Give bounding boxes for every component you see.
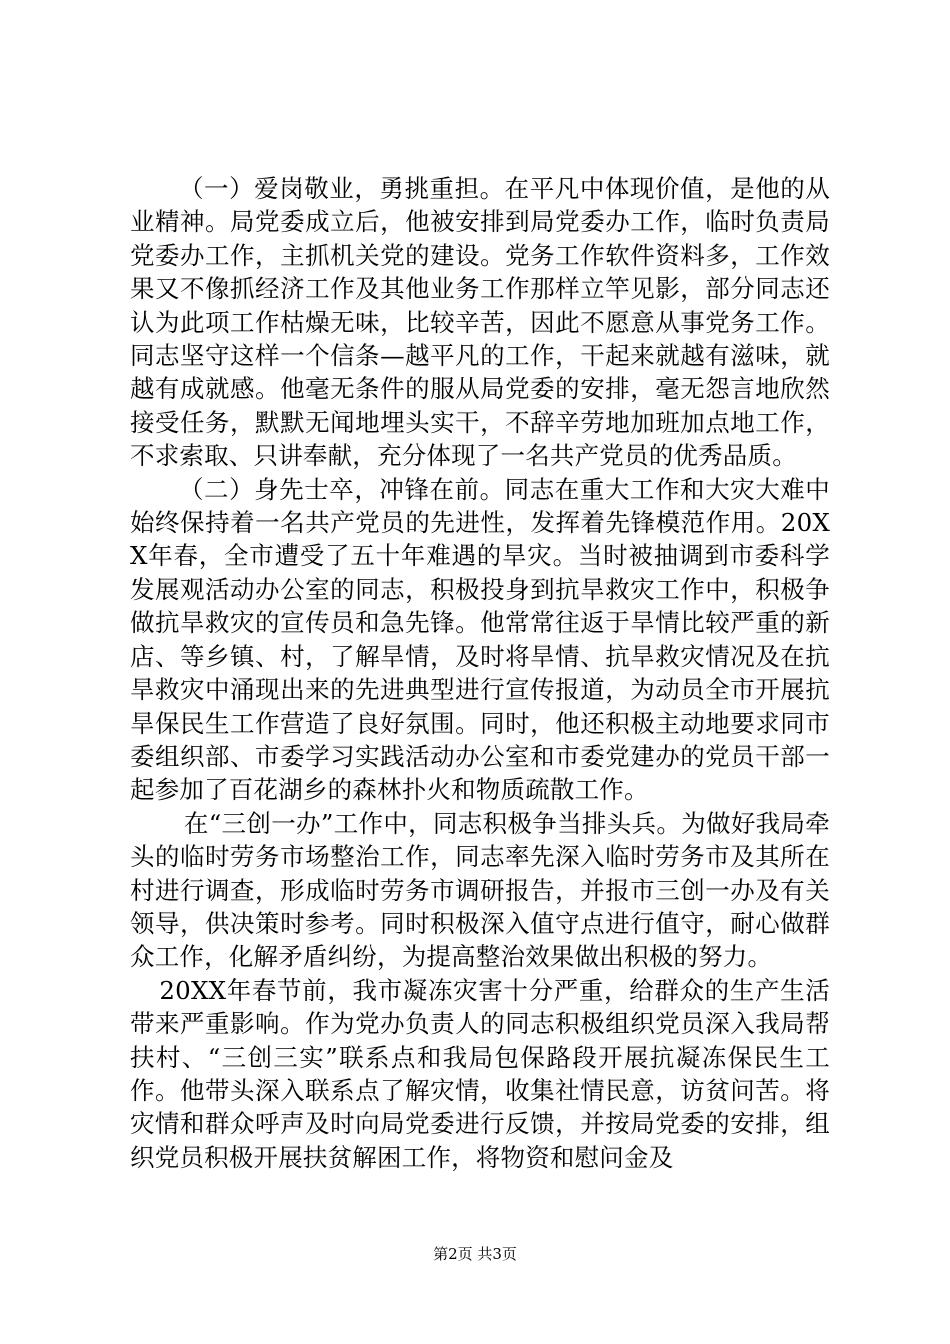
- page-footer: 第2页 共3页: [433, 1245, 517, 1263]
- paragraph-1: （一）爱岗敬业，勇挑重担。在平凡中体现价值，是他的从业精神。局党委成立后，他被安排到局党委办工作，临时负责局党委办工作，主抓机关党的建设。党务工作软件资料多，工作效果又不像抓经济工作及其他业务工作那样立竿见影，部分同志还认为此项工作枯燥无味，比较辛苦，因此不愿意从事党务工作。同志坚守这样一个信条—越平凡的工作，干起来就越有滋味，就越有成就感。他毫无条件的服从局党委的安排，毫无怨言地欣然接受任务，默默无闻地埋头实干，不辞辛劳地加班加点地工作，不求索取、只讲奉献，充分体现了一名共产党员的优秀品质。: [130, 174, 830, 471]
- paragraph-4: 20XX年春节前，我市凝冻灾害十分严重，给群众的生产生活带来严重影响。作为党办负责人的同志积极组织党员深入我局帮扶村、“三创三实”联系点和我局包保路段开展抗凝冻保民生工作。他带头深入联系点了解灾情，收集社情民意，访贫问苦。将灾情和群众呼声及时向局党委进行反馈，并按局党委的安排，组织党员积极开展扶贫解困工作，将物资和慰问金及: [130, 975, 830, 1172]
- paragraph-2: （二）身先士卒，冲锋在前。同志在重大工作和大灾大难中始终保持着一名共产党员的先进性，发挥着先锋模范作用。20XX年春，全市遭受了五十年难遇的旱灾。当时被抽调到市委科学发展观活动办公室的同志，积极投身到抗旱救灾工作中，积极争做抗旱救灾的宣传员和急先锋。他常常往返于旱情比较严重的新店、等乡镇、村，了解旱情，及时将旱情、抗旱救灾情况及在抗旱救灾中涌现出来的先进典型进行宣传报道，为动员全市开展抗旱保民生工作营造了良好氛围。同时，他还积极主动地要求同市委组织部、市委学习实践活动办公室和市委党建办的党员干部一起参加了百花湖乡的森林扑火和物质疏散工作。: [130, 474, 830, 805]
- document-body: [130, 172, 830, 1174]
- paragraph-3: 在“三创一办”工作中，同志积极争当排头兵。为做好我局牵头的临时劳务市场整治工作，同志率先深入临时劳务市及其所在村进行调查，形成临时劳务市调研报告，并报市三创一办及有关领导，供决策时参考。同时积极深入值守点进行值守，耐心做群众工作，化解矛盾纠纷，为提高整治效果做出积极的努力。: [130, 808, 830, 972]
